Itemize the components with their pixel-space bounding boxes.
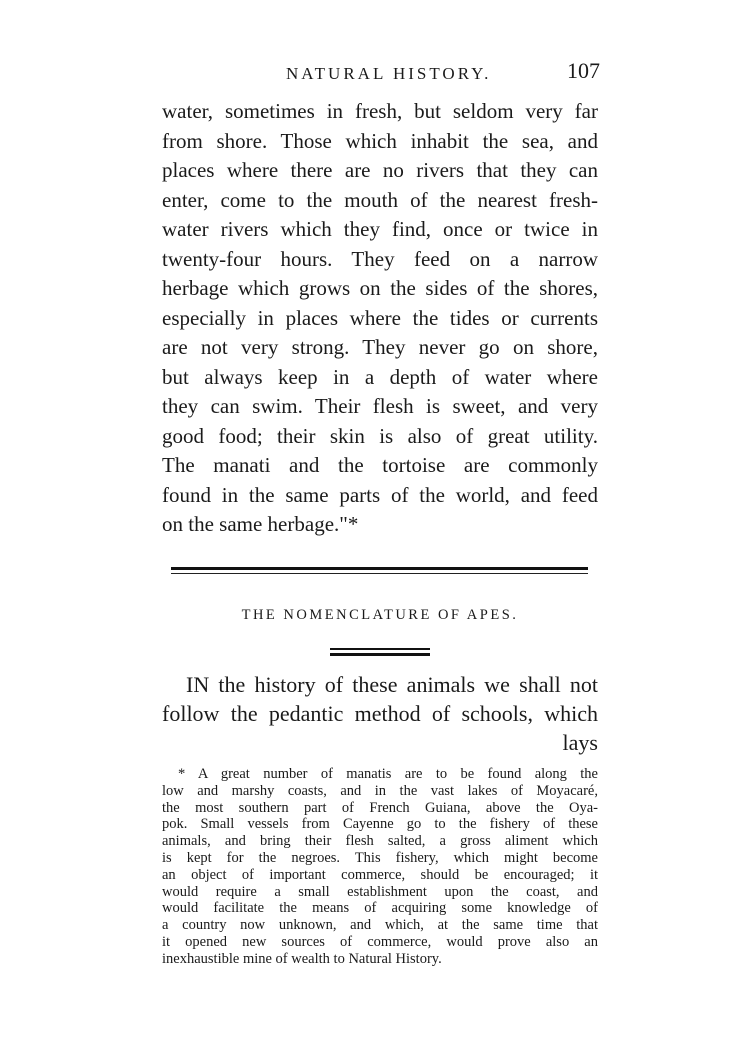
heading-rule-bottom: [330, 653, 430, 656]
text-line: twenty-four hours. They feed on a narrow: [162, 246, 598, 271]
page-number: 107: [567, 58, 600, 83]
body-paragraph: [162, 97, 598, 540]
text-line: especially in places where the tides or currents: [162, 305, 598, 330]
footnote-line: a country now unknown, and which, at the same time that: [162, 917, 598, 934]
text-line: places where there are no rivers that they can: [162, 158, 598, 182]
text-line: enter, come to the mouth of the nearest fresh-: [162, 187, 598, 212]
text-line: follow the pedantic method of schools, which: [162, 701, 598, 726]
footnote-line: * A great number of manatis are to be found along the: [178, 766, 598, 782]
footnote-line: it opened new sources of commerce, would prove also an: [162, 933, 598, 950]
footnote-line: animals, and bring their flesh salted, a gross aliment which: [162, 833, 598, 850]
text-line: from shore. Those which inhabit the sea, and: [162, 128, 598, 153]
footnote-line: would require a small establishment upon the coast, and: [162, 883, 598, 900]
text-line: they can swim. Their flesh is sweet, and very: [162, 394, 598, 418]
heading-rule-top: [330, 648, 430, 650]
running-head: [160, 58, 600, 90]
text-line: The manati and the tortoise are commonly: [162, 453, 598, 477]
running-title: NATURAL HISTORY.: [286, 64, 492, 83]
footnote: [162, 766, 598, 968]
footnote-line: an object of important commerce, should be encouraged; it: [162, 866, 598, 883]
text-line: but always keep in a depth of water where: [162, 364, 598, 389]
section-heading: THE NOMENCLATURE OF APES.: [241, 607, 519, 623]
text-line: good food; their skin is also of great utility.: [162, 423, 598, 448]
footnote-line: inexhaustible mine of wealth to Natural History.: [162, 950, 442, 967]
footnote-line: would facilitate the means of acquiring some knowledge of: [162, 900, 598, 917]
footnote-line: the most southern part of French Guiana, above the Oya-: [162, 799, 598, 816]
section-paragraph: [162, 670, 598, 757]
footnote-line: pok. Small vessels from Cayenne go to the fishery of these: [162, 816, 598, 833]
text-line: found in the same parts of the world, and feed: [162, 482, 598, 507]
footnote-line: is kept for the negroes. This fishery, which might become: [162, 849, 598, 866]
text-line: IN the history of these animals we shall not: [186, 672, 598, 697]
text-line: are not very strong. They never go on shore,: [162, 335, 598, 359]
text-line: on the same herbage."*: [162, 512, 359, 536]
section-divider-thin: [171, 573, 588, 574]
section-divider-thick: [171, 567, 588, 570]
text-line: water rivers which they find, once or twice in: [162, 217, 598, 241]
catchword: lays: [562, 730, 598, 755]
footnote-line: low and marshy coasts, and in the vast lakes of Moyacaré,: [162, 782, 598, 799]
text-line: water, sometimes in fresh, but seldom very far: [162, 99, 598, 123]
text-line: herbage which grows on the sides of the shores,: [162, 276, 598, 300]
